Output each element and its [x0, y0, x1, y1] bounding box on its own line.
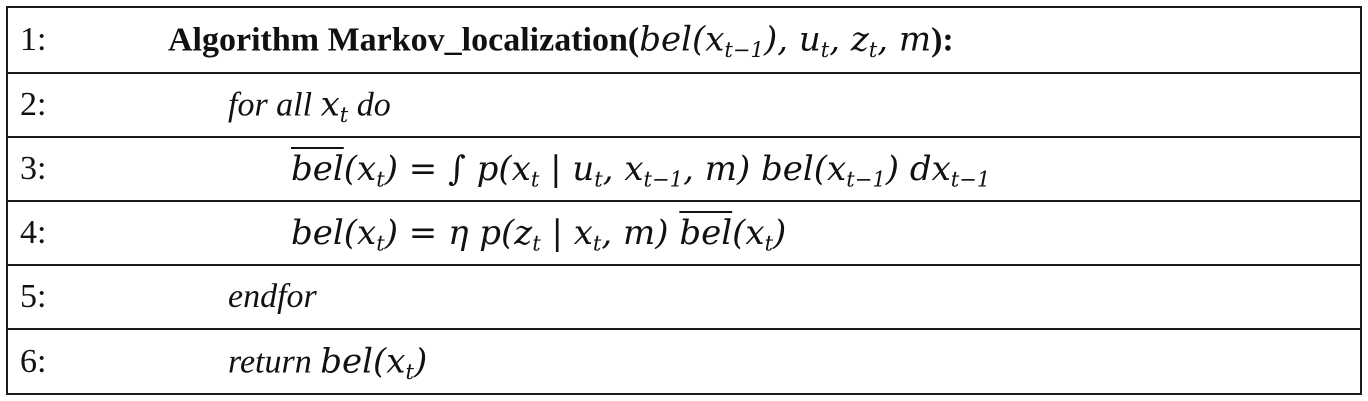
line-number: 2: — [20, 86, 47, 123]
line-number: 5: — [20, 278, 47, 315]
eq-text: ) — [384, 213, 398, 253]
param-sub: t−1 — [724, 37, 764, 63]
eq-text: , m) — [683, 149, 751, 189]
algorithm-line-3 — [8, 136, 1360, 200]
eq-text: (x — [732, 213, 765, 253]
prediction-equation — [291, 149, 991, 192]
line-number: 6: — [20, 342, 47, 380]
algorithm-box — [6, 6, 1362, 395]
param-u: ), u — [763, 19, 821, 60]
return-keyword: return — [228, 343, 321, 380]
eq-text: , m) — [601, 213, 680, 253]
eq-text: ) — [773, 213, 787, 253]
line-number: 4: — [20, 214, 47, 251]
eq-sub: t — [530, 166, 540, 192]
eq-text: p(z — [468, 213, 533, 253]
eq-text: ) — [413, 341, 428, 381]
eq-sub: t — [405, 358, 414, 384]
loop-var-sub: t — [339, 102, 349, 128]
eq-text: bel(x — [750, 149, 847, 189]
eq-text: p(x — [465, 149, 531, 189]
do-keyword: do — [348, 86, 391, 124]
eq-sub: t−1 — [846, 166, 886, 192]
eq-sub: t — [376, 166, 385, 192]
param-sub: t — [820, 37, 830, 63]
bel-bar: $\overline{bel}$ — [679, 213, 733, 253]
eq-text: bel(x — [291, 213, 377, 253]
bel-bar: $\overline{bel}$ — [291, 149, 344, 189]
endfor-keyword: endfor — [228, 278, 317, 315]
return-statement — [228, 341, 428, 384]
algorithm-header — [168, 19, 954, 63]
line-number: 3: — [20, 150, 47, 187]
algorithm-line-6 — [8, 328, 1360, 393]
correction-equation — [291, 213, 787, 256]
eq-sub: t — [594, 166, 603, 192]
loop-var: x — [320, 84, 340, 125]
eq-sub: t — [532, 230, 541, 256]
algorithm-keyword: Algorithm Markov_localization( — [168, 21, 640, 59]
param-bel: bel(x — [639, 19, 725, 60]
equals-sign: = — [397, 149, 449, 189]
eq-text: (x — [343, 149, 377, 189]
eq-text: dx — [899, 149, 951, 189]
eq-text: bel(x — [320, 341, 406, 381]
eq-text: , x — [602, 149, 644, 189]
eq-sub: t — [592, 230, 602, 256]
eq-sub: t−1 — [950, 166, 991, 192]
algorithm-line-4 — [8, 200, 1360, 264]
eq-sub: t — [764, 230, 774, 256]
eq-text: ) — [384, 149, 398, 189]
eta-symbol: η — [448, 213, 469, 253]
algorithm-closing: ): — [931, 21, 954, 59]
eq-text: ) — [885, 149, 900, 189]
for-keyword: for all — [228, 86, 321, 124]
algorithm-line-2 — [8, 72, 1360, 136]
eq-sub: t−1 — [643, 166, 684, 192]
algorithm-line-1 — [8, 8, 1360, 72]
integral-symbol: ∫ — [448, 149, 466, 189]
eq-text: | x — [540, 213, 593, 253]
equals-sign: = — [397, 213, 449, 253]
eq-text: | u — [539, 149, 595, 189]
line-number: 1: — [20, 21, 47, 58]
param-z: , z — [829, 19, 869, 60]
for-loop-header — [228, 84, 391, 128]
eq-sub: t — [376, 230, 385, 256]
algorithm-line-5 — [8, 264, 1360, 328]
param-m: , m — [877, 19, 932, 60]
param-sub: t — [868, 37, 878, 63]
